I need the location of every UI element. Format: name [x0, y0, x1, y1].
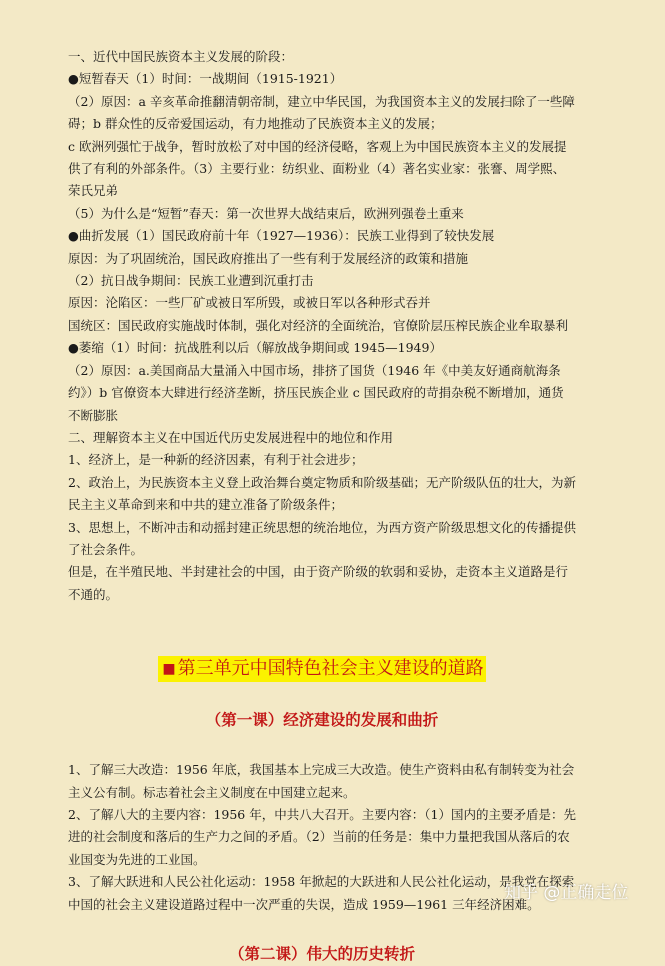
section-capitalism-stages [68, 46, 576, 606]
section-heading: 一、近代中国民族资本主义发展的阶段： [68, 49, 294, 64]
paragraph: 3、了解大跃进和人民公社化运动：1958 年掀起的大跃进和人民公社化运动，是我党在探索中国的社会主义建设道路过程中一次严重的失误，造成 1959—1961 三年经济困难。 [68, 874, 575, 912]
paragraph: 3、思想上，不断冲击和动摇封建正统思想的统治地位，为西方资产阶级思想文化的传播提供了社会条件。 [68, 519, 576, 557]
paragraph: 原因：沦陷区：一些厂矿或被日军所毁，或被日军以各种形式吞并 [68, 295, 431, 311]
document-page [68, 46, 576, 966]
square-bullet-icon: ■ [160, 656, 177, 682]
paragraph: （5）为什么是“短暂”春天：第一次世界大战结束后，欧洲列强卷土重来 [68, 205, 464, 221]
paragraph: c 欧洲列强忙于战争，暂时放松了对中国的经济侵略，客观上为中国民族资本主义的发展提供了有利的外部条件。（3）主要行业：纺织业、面粉业（4）著名实业家：张謇、周学熙、荣氏兄弟 [68, 138, 567, 199]
paragraph: （2）原因：a.美国商品大量涌入中国市场，排挤了国货（1946 年《中美友好通商航海条约》）b 官僚资本大肆进行经济垄断，挤压民族企业 c 国民政府的苛捐杂税不断增加，通货不断膨胀 [68, 362, 564, 423]
lesson-1-title: （第一课）经济建设的发展和曲折 [205, 710, 439, 730]
unit-title [68, 656, 576, 682]
paragraph: 1、经济上，是一种新的经济因素，有利于社会进步； [68, 452, 364, 468]
lesson-2-title: （第二课）伟大的历史转折 [228, 944, 415, 963]
paragraph: 2、政治上，为民族资本主义登上政治舞台奠定物质和阶级基础；无产阶级队伍的壮大，为新民主主义革命到来和中共的建立准备了阶级条件； [68, 474, 576, 513]
paragraph: ●短暂春天（1）时间：一战期间（1915-1921） [68, 71, 343, 87]
zhihu-watermark: 知乎 @正确走位 [504, 883, 629, 903]
paragraph: ●萎缩（1）时间：抗战胜利以后（解放战争期间或 1945—1949） [68, 340, 442, 356]
paragraph: （2）原因：a 辛亥革命推翻清朝帝制，建立中华民国，为我国资本主义的发展扫除了一些障碍；b 群众性的反帝爱国运动，有力地推动了民族资本主义的发展； [68, 93, 575, 132]
unit-title-text: 第三单元中国特色社会主义建设的道路 [177, 658, 484, 680]
paragraph: 1、了解三大改造：1956 年底，我国基本上完成三大改造。使生产资料由私有制转变为社会主义公有制。标志着社会主义制度在中国建立起来。 [68, 762, 575, 800]
lesson-1-body [68, 759, 576, 916]
paragraph: 国统区：国民政府实施战时体制，强化对经济的全面统治，官僚阶层压榨民族企业牟取暴利 [68, 317, 569, 333]
paragraph: ●曲折发展（1）国民政府前十年（1927—1936）：民族工业得到了较快发展 [68, 228, 495, 244]
paragraph: 但是，在半殖民地、半封建社会的中国，由于资产阶级的软弱和妥协，走资本主义道路是行不通的。 [68, 564, 569, 602]
paragraph: 2、了解八大的主要内容：1956 年，中共八大召开。主要内容：（1）国内的主要矛盾是：先进的社会制度和落后的生产力之间的矛盾。（2）当前的任务是：集中力量把我国从落后的农业国变为先进的工业国。 [68, 806, 576, 867]
paragraph: 原因：为了巩固统治，国民政府推出了一些有利于发展经济的政策和措施 [68, 250, 469, 266]
section-heading: 二、理解资本主义在中国近代历史发展进程中的地位和作用 [68, 429, 394, 445]
paragraph: （2）抗日战争期间：民族工业遭到沉重打击 [68, 273, 314, 289]
